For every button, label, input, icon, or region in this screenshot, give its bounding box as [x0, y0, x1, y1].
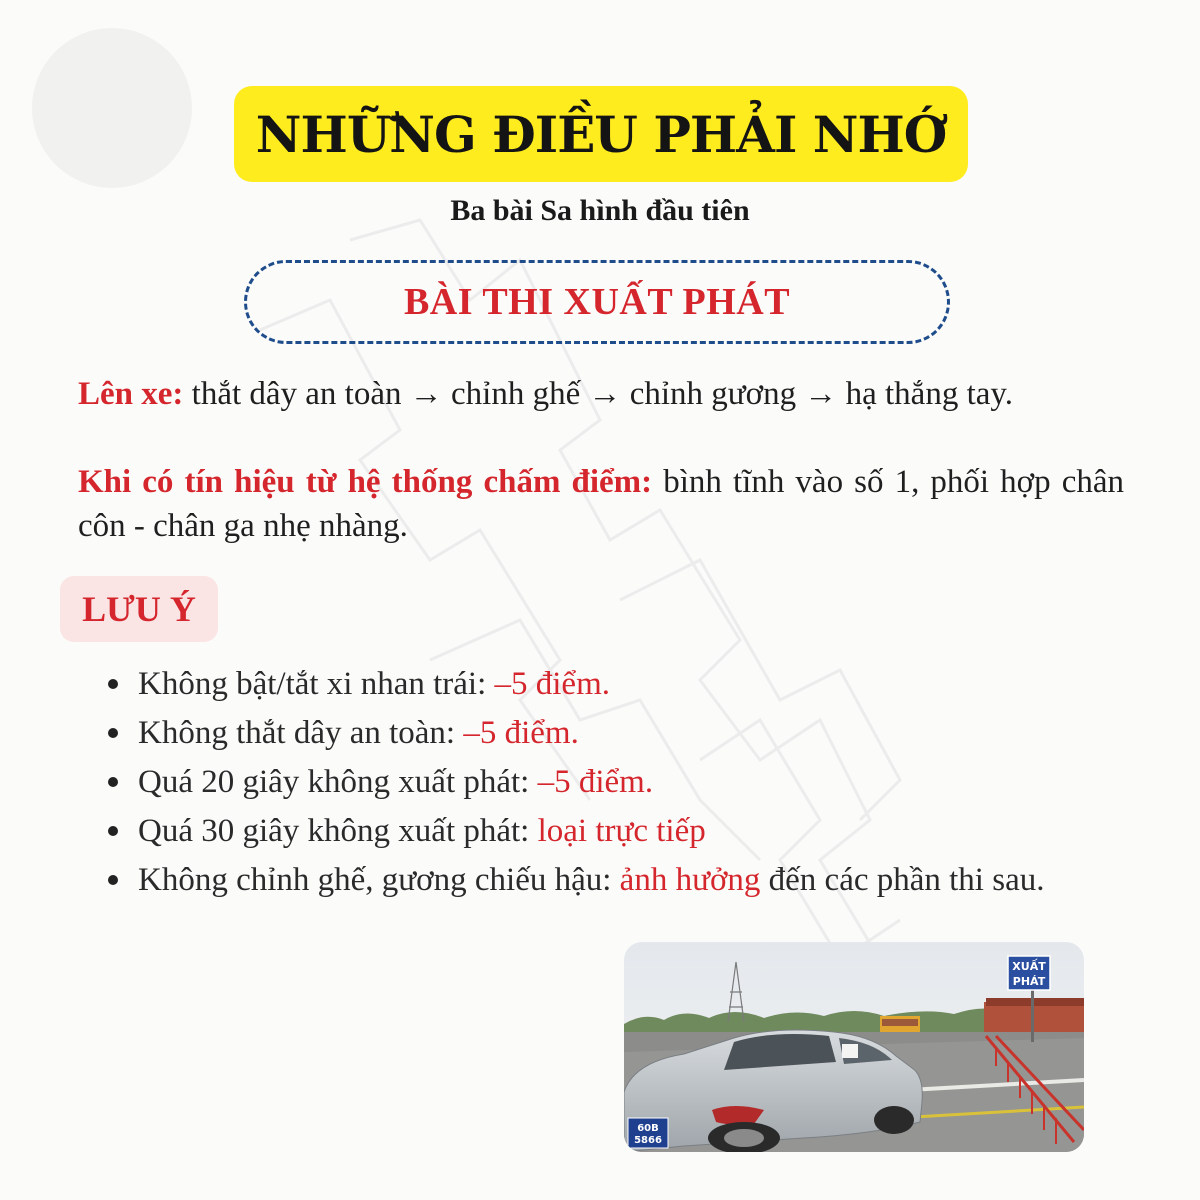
bullet-dot-icon	[108, 826, 118, 836]
list-item	[100, 856, 1122, 905]
list-item	[100, 758, 1122, 807]
list-item	[100, 660, 1122, 709]
page-title: NHỮNG ĐIỀU PHẢI NHỚ	[255, 104, 947, 164]
list-item-text: Không chỉnh ghế, gương chiếu hậu:	[138, 862, 620, 898]
list-item-highlight: –5 điểm.	[494, 666, 610, 702]
list-item	[100, 709, 1122, 758]
list-item-text: Quá 30 giây không xuất phát:	[138, 813, 538, 849]
penalty-list	[100, 660, 1122, 905]
sign-line2: PHÁT	[1012, 975, 1046, 988]
subtitle: Ba bài Sa hình đầu tiên	[450, 194, 750, 227]
paragraph-text: bình tĩnh vào số 1, phối hợp chân côn - chân ga nhẹ nhàng.	[78, 464, 1124, 544]
paragraph-text: thắt dây an toàn → chỉnh ghế → chỉnh gương → hạ thắng tay.	[183, 376, 1013, 412]
bullet-dot-icon	[108, 728, 118, 738]
note-label: LƯU Ý	[82, 589, 196, 629]
list-item	[100, 807, 1122, 856]
list-item-after: đến các phần thi sau.	[760, 862, 1045, 898]
section-header	[244, 260, 950, 344]
list-item-text: Quá 20 giây không xuất phát:	[138, 764, 538, 800]
driving-test-photo	[624, 942, 1084, 1152]
bullet-dot-icon	[108, 679, 118, 689]
bullet-dot-icon	[108, 777, 118, 787]
note-badge	[60, 576, 218, 642]
list-item-highlight: loại trực tiếp	[537, 813, 706, 849]
paragraph-signal	[78, 460, 1124, 548]
paragraph-label: Lên xe:	[78, 376, 184, 412]
list-item-highlight: ảnh hưởng	[619, 862, 761, 898]
list-item-text: Không bật/tắt xi nhan trái:	[138, 666, 495, 702]
list-item-highlight: –5 điểm.	[537, 764, 654, 800]
plate-line1: 60B	[637, 1123, 659, 1134]
list-item-highlight: –5 điểm.	[463, 715, 579, 751]
bullet-dot-icon	[108, 875, 118, 885]
sign-line1: XUẤT	[1012, 960, 1046, 973]
title-banner	[234, 86, 968, 182]
section-title: BÀI THI XUẤT PHÁT	[403, 281, 791, 323]
paragraph-label: Khi có tín hiệu từ hệ thống chấm điểm:	[78, 464, 653, 500]
plate-line2: 5866	[634, 1135, 662, 1146]
list-item-text: Không thắt dây an toàn:	[138, 715, 464, 751]
photo-illustration	[624, 942, 1084, 1152]
paragraph-get-in-car	[78, 372, 1124, 416]
